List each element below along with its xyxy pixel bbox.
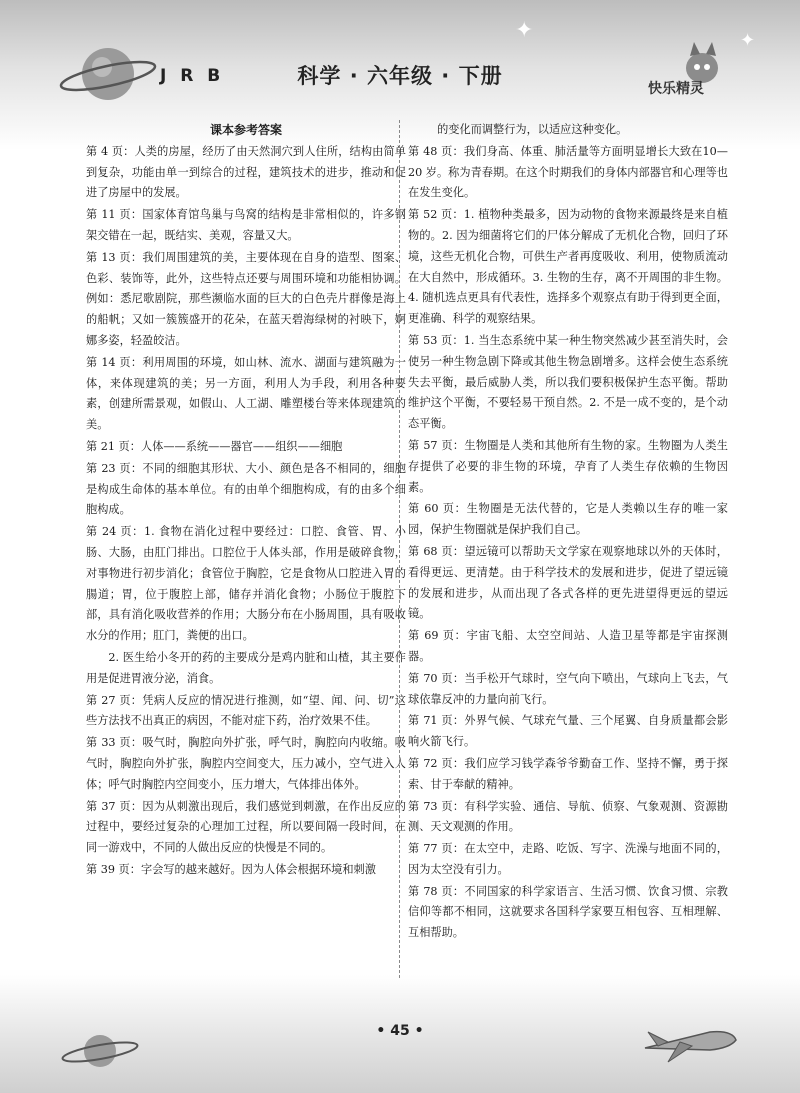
page-label: 第 33 页: [86, 736, 131, 750]
page-label: 第 23 页: [86, 461, 131, 475]
answer-text: 利用周围的环境，如山林、流水、湖面与建筑融为一体，来体现建筑的美；另一方面，利用人为手段，利用各种要素，创建所需景观，如假山、人工湖、雕塑楼台等来体现建筑的美。: [86, 355, 406, 432]
brand-logo-text: J R B: [160, 66, 225, 86]
page-label: 第 73 页: [408, 799, 453, 813]
page-label: 第 70 页: [408, 671, 453, 685]
answer-list-left: [86, 142, 406, 881]
answer-entry: 第 21 页：人体——系统——器官——组织——细胞: [86, 439, 343, 453]
space-shuttle-icon: [640, 1018, 740, 1068]
answer-text: 我们身高、体重、肺活量等方面明显增长大致在10—20 岁。称为青春期。在这个时期我们的身体内部器官和心理等也在发生变化。: [408, 144, 728, 200]
page-label: 第 21 页: [86, 439, 130, 453]
answer-text: 因为从刺激出现后，我们感觉到刺激，在作出反应的过程中，要经过复杂的心理加工过程，所以要间隔一段时间，在同一游戏中，不同的人做出反应的快慢是不同的。: [86, 799, 406, 855]
page-label: 第 53 页: [408, 333, 453, 347]
answer-entry: 第 60 页：生物圈是无法代替的，它是人类赖以生存的唯一家园，保护生物圈就是保护我们自己。: [408, 502, 728, 537]
answer-entry: 第 23 页：不同的细胞其形状、大小、颜色是各不相同的，细胞是构成生命体的基本单位。有的由单个细胞构成，有的由多个细胞构成。: [86, 461, 406, 517]
page-label: 第 52 页: [408, 208, 453, 222]
page-label: 第 4 页: [86, 144, 124, 158]
right-column: [408, 120, 728, 945]
answer-list-right: [408, 120, 728, 944]
page-number: • 45 •: [376, 1023, 424, 1039]
answer-entry: 第 78 页：不同国家的科学家语言、生活习惯、饮食习惯、宗教信仰等都不相同，这就要求各国科学家要互相包容、互相理解、互相帮助。: [408, 884, 728, 940]
page-label: 第 72 页: [408, 756, 453, 770]
page-label: 第 77 页: [408, 842, 453, 856]
answer-text: 望远镜可以帮助天文学家在观察地球以外的天体时，看得更远、更清楚。由于科学技术的发展和进步，促进了望远镜的发展和进步，从而出现了各式各样的更先进望得更远的望远镜。: [408, 544, 728, 621]
answer-text: 不同国家的科学家语言、生活习惯、饮食习惯、宗教信仰等都不相同，这就要求各国科学家要互相包容、互相理解、互相帮助。: [408, 884, 728, 940]
answer-text: 我们周围建筑的美，主要体现在自身的造型、图案、色彩、装饰等，此外，这些特点还要与周围环境和功能相协调。例如：悉尼歌剧院，那些濒临水面的巨大的白色壳片群像是海上的船帆；又如一簇簇盛开的花朵，在蓝天碧海绿树的衬映下，婀娜多姿，轻盈皎洁。: [86, 250, 406, 347]
page-header-title: 科学 · 六年级 · 下册: [297, 64, 503, 88]
answer-entry: 第 71 页：外界气候、气球充气量、三个尾翼、自身质量都会影响火箭飞行。: [408, 714, 728, 749]
answer-entry: 第 52 页：1. 植物种类最多，因为动物的食物来源最终是来自植物的。2. 因为细菌将它们的尸体分解成了无机化合物，回归了环境，这些无机化合物，可供生产者再度吸收、利用，使物质流动在大自然中，形成循环。3. 生物的生存，离不开周围的非生物。4. 随机选点更具有代表性，选择多个观察点有助于得到更全面，更准确、科学的观察结果。: [408, 208, 728, 326]
answer-entry: [86, 648, 406, 690]
answer-entry: 第 11 页：国家体育馆鸟巢与鸟窝的结构是非常相似的，许多钢架交错在一起，既结实、美观，容量又大。: [86, 208, 406, 242]
page-label: 第 78 页: [408, 884, 453, 898]
answer-text: 生物圈是人类和其他所有生物的家。生物圈为人类生存提供了必要的非生物的环境，孕育了人类生存依赖的生物因素。: [408, 438, 728, 494]
sparkle-icon: ✦: [515, 18, 534, 43]
answer-text: 2. 医生给小冬开的药的主要成分是鸡内脏和山楂，其主要作用是促进胃液分泌，消食。: [86, 650, 406, 685]
section-title: 课本参考答案: [209, 123, 282, 137]
answer-entry: 第 72 页：我们应学习钱学森爷爷勤奋工作、坚持不懈，勇于探索、甘于奉献的精神。: [408, 756, 728, 791]
answer-entry: [408, 120, 728, 141]
answer-entry: 第 24 页：1. 食物在消化过程中要经过：口腔、食管、胃、小肠、大肠，由肛门排出。口腔位于人体头部，作用是破碎食物，对事物进行初步消化；食管位于胸腔，它是食物从口腔进入胃的腸道；胃，位于腹腔上部，储存并消化食物；小肠位于腹腔下部，具有消化吸收营养的作用；大肠分布在小肠周围，具有吸收水分的作用；肛门，粪便的出口。: [86, 525, 406, 643]
column-divider: [399, 120, 400, 978]
page-label: 第 68 页: [408, 544, 453, 558]
answer-text: 吸气时，胸腔向外扩张，呼气时，胸腔向内收缩。吸气时，胸腔向外扩张，胸腔内空间变大，压力减小，空气进入人体；呼气时胸腔内空间变小，压力增大，气体排出体外。: [86, 736, 406, 791]
answer-text: 人体——系统——器官——组织——细胞: [140, 439, 343, 453]
answer-text: 当手松开气球时，空气向下喷出，气球向上飞去，气球依靠反冲的力量向前飞行。: [408, 671, 728, 706]
sparkle-icon: ✦: [740, 30, 756, 51]
answer-text: 国家体育馆鸟巢与鸟窝的结构是非常相似的，许多钢架交错在一起，既结实、美观，容量又大。: [86, 208, 406, 242]
answer-text: 1. 植物种类最多，因为动物的食物来源最终是来自植物的。2. 因为细菌将它们的尸体分解成了无机化合物，回归了环境，这些无机化合物，可供生产者再度吸收、利用，使物质流动在大自然中，形成循环。3. 生物的生存，离不开周围的非生物。4. 随机选点更具有代表性，选择多个观察点有助于得到更全面，更准确、科学的观察结果。: [408, 208, 728, 326]
page-label: 第 13 页: [86, 250, 131, 264]
answer-text: 的变化而调整行为，以适应这种变化。: [437, 123, 628, 136]
answer-text: 生物圈是无法代替的，它是人类赖以生存的唯一家园，保护生物圈就是保护我们自己。: [408, 502, 728, 537]
answer-entry: 第 39 页：字会写的越来越好。因为人体会根据环境和刺激: [86, 862, 376, 876]
answer-text: 字会写的越来越好。因为人体会根据环境和刺激: [140, 862, 376, 876]
answer-entry: 第 69 页：宇宙飞船、太空空间站、人造卫星等都是宇宙探测器。: [408, 629, 728, 663]
mascot-logo-text: 快乐精灵: [648, 81, 704, 97]
answer-text: 有科学实验、通信、导航、侦察、气象观测、资源勘测、天文观测的作用。: [408, 799, 728, 834]
answer-entry: 第 73 页：有科学实验、通信、导航、侦察、气象观测、资源勘测、天文观测的作用。: [408, 799, 728, 834]
answer-entry: 第 14 页：利用周围的环境，如山林、流水、湖面与建筑融为一体，来体现建筑的美；另一方面，利用人为手段，利用各种要素，创建所需景观，如假山、人工湖、雕塑楼台等来体现建筑的美。: [86, 355, 406, 432]
answer-text: 宇宙飞船、太空空间站、人造卫星等都是宇宙探测器。: [408, 629, 728, 663]
left-column: [86, 120, 406, 882]
answer-text: 人类的房屋，经历了由天然洞穴到人住所，结构由简单到复杂，功能由单一到综合的过程，建筑技术的进步，推动和促进了房屋中的发展。: [86, 144, 406, 200]
page-label: 第 27 页: [86, 693, 131, 707]
answer-text: 不同的细胞其形状、大小、颜色是各不相同的，细胞是构成生命体的基本单位。有的由单个细胞构成，有的由多个细胞构成。: [86, 461, 406, 517]
answer-text: 在太空中，走路、吃饭、写字、洗澡与地面不同的，因为太空没有引力。: [408, 842, 728, 876]
answer-text: 1. 食物在消化过程中要经过：口腔、食管、胃、小肠、大肠，由肛门排出。口腔位于人体头部，作用是破碎食物，对事物进行初步消化；食管位于胸腔，它是食物从口腔进入胃的腸道；胃，位于腹腔上部，储存并消化食物；小肠位于腹腔下部，具有消化吸收营养的作用；大肠分布在小肠周围，具有吸收水分的作用；肛门，粪便的出口。: [86, 525, 406, 643]
answer-entry: 第 70 页：当手松开气球时，空气向下喷出，气球向上飞去，气球依靠反冲的力量向前飞行。: [408, 671, 728, 706]
answer-text: 凭病人反应的情况进行推测，如“望、闻、问、切”这些方法找不出真正的病因，不能对症下药，治疗效果不佳。: [86, 693, 406, 728]
page-label: 第 57 页: [408, 438, 453, 452]
page-label: 第 37 页: [86, 799, 131, 813]
answer-entry: 第 57 页：生物圈是人类和其他所有生物的家。生物圈为人类生存提供了必要的非生物的环境，孕育了人类生存依赖的生物因素。: [408, 438, 728, 494]
answer-entry: 第 13 页：我们周围建筑的美，主要体现在自身的造型、图案、色彩、装饰等，此外，这些特点还要与周围环境和功能相协调。例如：悉尼歌剧院，那些濒临水面的巨大的白色壳片群像是海上的船帆；又如一簇簇盛开的花朵，在蓝天碧海绿树的衬映下，婀娜多姿，轻盈皎洁。: [86, 250, 406, 347]
page-label: 第 14 页: [86, 355, 131, 369]
answer-text: 1. 当生态系统中某一种生物突然减少甚至消失时，会使另一种生物急剧下降或其他生物急剧增多。这样会使生态系统失去平衡，最后威胁人类，所以我们要积极保护生态平衡。帮助维护这个平衡，不要轻易干预自然。2. 不是一成不变的，是个动态平衡。: [408, 333, 728, 431]
answer-text: 外界气候、气球充气量、三个尾翼、自身质量都会影响火箭飞行。: [408, 714, 728, 749]
answer-entry: 第 53 页：1. 当生态系统中某一种生物突然减少甚至消失时，会使另一种生物急剧下降或其他生物急剧增多。这样会使生态系统失去平衡，最后威胁人类，所以我们要积极保护生态平衡。帮助维护这个平衡，不要轻易干预自然。2. 不是一成不变的，是个动态平衡。: [408, 333, 728, 431]
page-label: 第 69 页: [408, 629, 455, 643]
answer-text: 我们应学习钱学森爷爷勤奋工作、坚持不懈，勇于探索、甘于奉献的精神。: [408, 756, 728, 791]
answer-entry: 第 68 页：望远镜可以帮助天文学家在观察地球以外的天体时，看得更远、更清楚。由于科学技术的发展和进步，促进了望远镜的发展和进步，从而出现了各式各样的更先进望得更远的望远镜。: [408, 544, 728, 621]
page-label: 第 71 页: [408, 714, 453, 728]
page-label: 第 39 页: [86, 862, 130, 876]
answer-entry: 第 27 页：凭病人反应的情况进行推测，如“望、闻、问、切”这些方法找不出真正的病因，不能对症下药，治疗效果不佳。: [86, 693, 406, 728]
page-label: 第 60 页: [408, 502, 455, 516]
page-label: 第 11 页: [86, 208, 131, 222]
page-label: 第 48 页: [408, 144, 453, 158]
answer-entry: 第 4 页：人类的房屋，经历了由天然洞穴到人住所，结构由简单到复杂，功能由单一到综合的过程，建筑技术的进步，推动和促进了房屋中的发展。: [86, 144, 406, 200]
answer-entry: 第 33 页：吸气时，胸腔向外扩张，呼气时，胸腔向内收缩。吸气时，胸腔向外扩张，胸腔内空间变大，压力减小，空气进入人体；呼气时胸腔内空间变小，压力增大，气体排出体外。: [86, 736, 406, 791]
answer-entry: 第 48 页：我们身高、体重、肺活量等方面明显增长大致在10—20 岁。称为青春期。在这个时期我们的身体内部器官和心理等也在发生变化。: [408, 144, 728, 200]
page-label: 第 24 页: [86, 525, 133, 539]
answer-entry: 第 37 页：因为从刺激出现后，我们感觉到刺激，在作出反应的过程中，要经过复杂的心理加工过程，所以要间隔一段时间，在同一游戏中，不同的人做出反应的快慢是不同的。: [86, 799, 406, 855]
answer-entry: 第 77 页：在太空中，走路、吃饭、写字、洗澡与地面不同的，因为太空没有引力。: [408, 842, 728, 876]
